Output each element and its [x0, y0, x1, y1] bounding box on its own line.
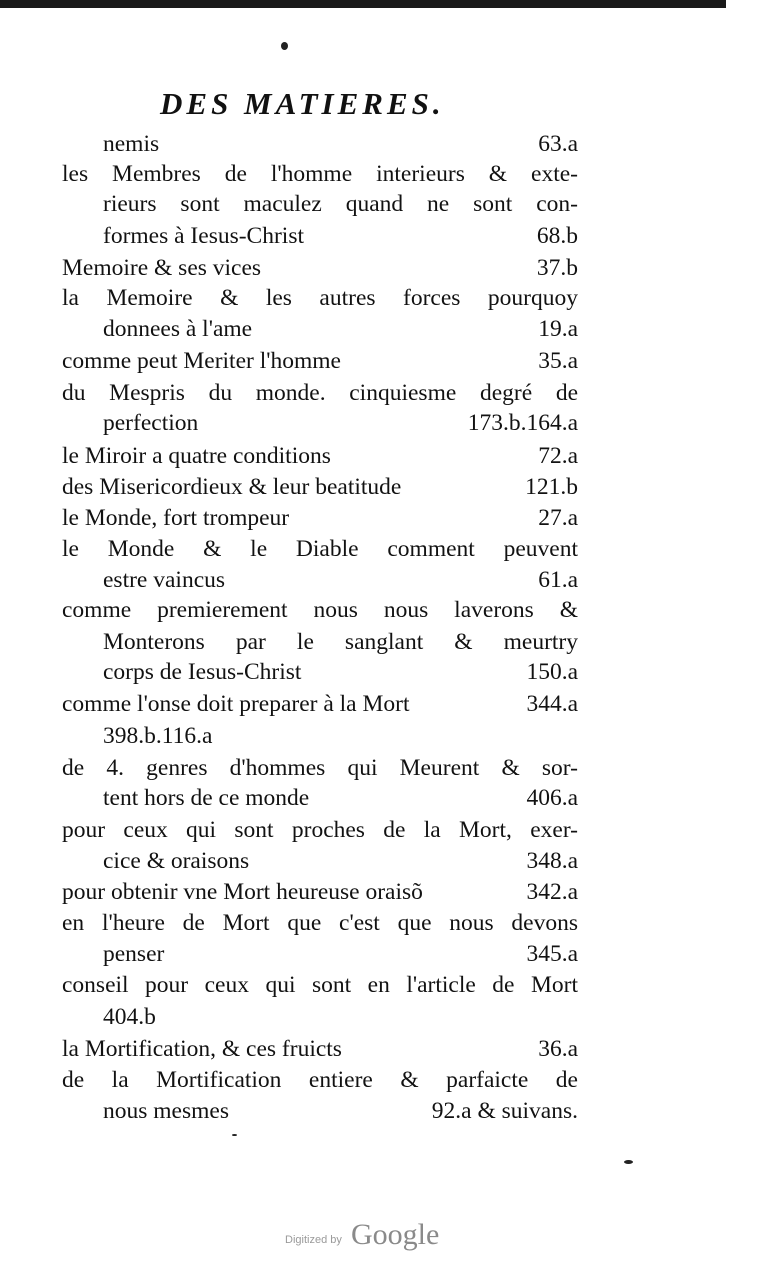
- digitization-watermark: [285, 1218, 475, 1258]
- index-line: [62, 471, 578, 503]
- entry-text: la Mortification, & ces fruicts: [62, 1036, 342, 1062]
- entry-text: comme peut Meriter l'homme: [62, 348, 341, 374]
- entry-ref: 37.b: [536, 255, 578, 281]
- entry-ref: 173.b.164.a: [467, 410, 578, 436]
- index-line: [62, 969, 578, 1001]
- entry-ref: 35.a: [538, 348, 578, 374]
- index-line: [62, 345, 578, 377]
- entry-text: le Miroir a quatre conditions: [62, 443, 331, 469]
- entry-text: pour obtenir vne Mort heureuse oraisõ: [62, 879, 423, 905]
- entry-ref: 72.a: [538, 443, 578, 469]
- entry-text: comme l'onse doit preparer à la Mort: [62, 691, 410, 717]
- index-line: [62, 1033, 578, 1065]
- entry-ref: 345.a: [526, 941, 578, 967]
- entry-ref: 121.b: [525, 474, 578, 500]
- entry-text: de 4. genres d'hommes qui Meurent & sor-: [62, 755, 578, 781]
- index-line: [103, 626, 578, 658]
- entry-text: estre vaincus: [103, 567, 226, 593]
- entry-text: penser: [103, 941, 165, 967]
- index-line: [62, 502, 578, 534]
- entry-text: perfection: [103, 410, 199, 436]
- index-line: [62, 752, 578, 784]
- index-line: [103, 720, 578, 752]
- entry-ref: 36.a: [538, 1036, 578, 1062]
- index-line: [62, 594, 578, 626]
- entry-text: 398.b.116.a: [103, 723, 213, 749]
- entry-text: le Monde, fort trompeur: [62, 505, 290, 531]
- index-line: [103, 845, 578, 877]
- entry-text: du Mespris du monde. cinquiesme degré de: [62, 380, 578, 406]
- entry-text: nous mesmes: [103, 1098, 229, 1124]
- entry-text: en l'heure de Mort que c'est que nous devons: [62, 910, 578, 936]
- index-line: [103, 220, 578, 252]
- entry-ref: 63.a: [538, 131, 578, 157]
- entry-ref: 150.a: [526, 659, 578, 685]
- entry-text: des Misericordieux & leur beatitude: [62, 474, 402, 500]
- entry-text: les Membres de l'homme interieurs & exte-: [62, 161, 578, 187]
- entry-text: donnees à l'ame: [103, 316, 253, 342]
- entry-text: conseil pour ceux qui sont en l'article de Mort: [62, 972, 578, 998]
- entry-text: nemis: [103, 131, 160, 157]
- entry-text: corps de Iesus-Christ: [103, 659, 302, 685]
- entry-ref: 27.a: [538, 505, 578, 531]
- index-line: [62, 440, 578, 472]
- index-line: [103, 782, 578, 814]
- index-line: [62, 377, 578, 409]
- index-line: [103, 188, 578, 220]
- entry-text: le Monde & le Diable comment peuvent: [62, 536, 578, 562]
- index-line: [62, 907, 578, 939]
- index-line: [62, 814, 578, 846]
- watermark-brand: Google: [351, 1218, 440, 1251]
- entry-text: Monterons par le sanglant & meurtry: [103, 629, 578, 655]
- index-line: [103, 656, 578, 688]
- entry-ref: 61.a: [538, 567, 578, 593]
- index-line: [103, 564, 578, 596]
- index-line: [103, 407, 578, 439]
- entry-ref: 68.b: [536, 223, 578, 249]
- index-line: [62, 533, 578, 565]
- index-line: [103, 1095, 578, 1127]
- index-line: [62, 688, 578, 720]
- entry-text: Memoire & ses vices: [62, 255, 262, 281]
- entry-text: formes à Iesus-Christ: [103, 223, 305, 249]
- entry-ref: 92.a & suivans.: [431, 1098, 578, 1124]
- entry-text: rieurs sont maculez quand ne sont con-: [103, 191, 578, 217]
- watermark-prefix: Digitized by: [285, 1234, 342, 1246]
- index-line: [62, 1064, 578, 1096]
- index-line: [103, 1001, 578, 1033]
- entry-text: comme premierement nous nous laverons &: [62, 597, 578, 623]
- index-line: [103, 128, 578, 160]
- index-line: [62, 252, 578, 284]
- entry-text: tent hors de ce monde: [103, 785, 310, 811]
- entry-ref: 348.a: [526, 848, 578, 874]
- entry-ref: 406.a: [526, 785, 578, 811]
- entry-text: de la Mortification entiere & parfaicte de: [62, 1067, 578, 1093]
- entry-text: cice & oraisons: [103, 848, 250, 874]
- index-line: [62, 158, 578, 190]
- entry-ref: 344.a: [526, 691, 578, 717]
- page-title: DES MATIERES.: [160, 86, 445, 121]
- entry-ref: 19.a: [538, 316, 578, 342]
- index-line: [62, 876, 578, 908]
- entry-ref: 342.a: [526, 879, 578, 905]
- entry-text: 404.b: [103, 1004, 156, 1030]
- index-line: [103, 313, 578, 345]
- entry-text: la Memoire & les autres forces pourquoy: [62, 285, 578, 311]
- entry-text: pour ceux qui sont proches de la Mort, exer-: [62, 817, 578, 843]
- index-line: [62, 282, 578, 314]
- index-line: [103, 938, 578, 970]
